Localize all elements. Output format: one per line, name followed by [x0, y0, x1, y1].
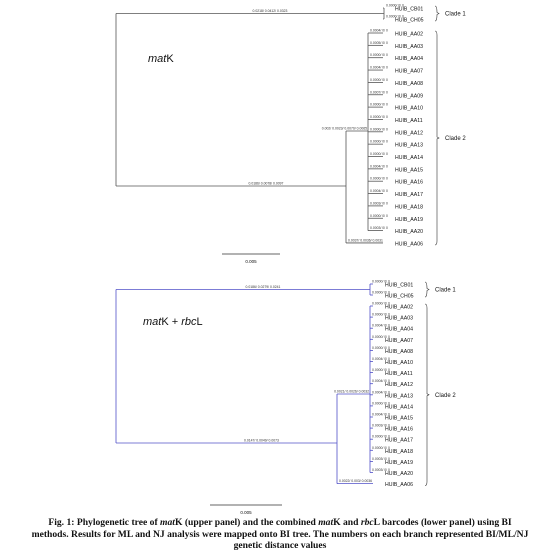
leaf-label: HUIB_AA15: [385, 415, 413, 422]
leaf-label: HUIB_AA11: [385, 371, 413, 378]
clade2-bracket: [425, 304, 429, 486]
upper-panel-title: matK: [148, 53, 174, 65]
leaf-value-label: 0.0000/ 0/ 0: [372, 290, 390, 295]
clade1-bracket: [435, 6, 439, 21]
leaf-value-label: 0.0004/ 0/ 0: [372, 379, 390, 384]
leaf-label: HUIB_AA08: [385, 348, 413, 355]
scale-bar-label: 0.005: [240, 510, 252, 515]
leaf-label: HUIB_AA07: [395, 68, 423, 75]
leaf-value-label: 0.0000/ 0/ 0: [372, 445, 390, 450]
clade2-branch-value: 0.0186/ 0.0078/ 0.0097: [248, 181, 284, 186]
leaf-label: HUIB_AA03: [395, 43, 423, 50]
leaf-label: HUIB_AA11: [395, 117, 423, 124]
leaf-value-label: 0.0003/ 0/ 0: [370, 226, 388, 231]
leaf-label: HUIB_AA06: [385, 482, 413, 489]
leaf-label: HUIB_AA19: [395, 216, 423, 223]
leaf-label: HUIB_CH05: [385, 293, 414, 300]
leaf-value-label: 0.0004/ 0/ 0: [372, 412, 390, 417]
leaf-label: HUIB_AA02: [385, 304, 413, 311]
leaf-value-label: 0.0000/ 0/ 0: [370, 176, 388, 181]
leaf-label: HUIB_AA07: [385, 337, 413, 344]
leaf-value-label: 0.0007/ 0/ 0: [370, 90, 388, 95]
leaf-value-label: 0.0003/ 0/ 0: [372, 423, 390, 428]
leaf-value-label: 0.0000/ 0/ 0: [372, 434, 390, 439]
leaf-value-label: 0.0000/ 0/ 0: [372, 368, 390, 373]
leaf-value-label: 0.0000/ 0/ 0: [372, 334, 390, 339]
leaf-value-label: 0.0000/ 0/ 0: [370, 127, 388, 132]
leaf-label: HUIB_AA15: [395, 167, 423, 174]
leaf-value-label: 0.0000/ 0/ 0: [370, 102, 388, 107]
leaf-value-label: 0.0000/ 0/ 0: [386, 3, 404, 8]
leaf-value-label: 0.0000/ 0/ 0: [386, 14, 404, 19]
clade2-inner-branch-value: 0.0021/ 0.0026/ 0.0032: [334, 389, 369, 394]
aa06-branch-value: 0.0037/ 0.0036/ 0.0031: [348, 238, 383, 243]
leaf-label: HUIB_AA02: [395, 31, 423, 38]
clade1-label: Clade 1: [445, 11, 466, 18]
clade1-branch-value: 0.0186/ 0.0279/ 0.0241: [245, 285, 281, 289]
leaf-label: HUIB_AA04: [395, 56, 423, 63]
clade2-label: Clade 2: [435, 392, 456, 399]
leaf-value-label: 0.0000/ 0/ 0: [370, 53, 388, 58]
leaf-value-label: 0.0003/ 0/ 0: [370, 201, 388, 206]
leaf-value-label: 0.0004/ 0/ 0: [370, 189, 388, 194]
leaf-label: HUIB_AA17: [385, 437, 413, 444]
leaf-label: HUIB_AA18: [395, 204, 423, 211]
leaf-label: HUIB_CH05: [395, 17, 424, 24]
clade2-branch-value: 0.0147/ 0.0049/ 0.0073: [244, 438, 279, 443]
clade2-inner-branch-value: 0.002/ 0.0023/ 0.0070/ 0.0065: [321, 126, 367, 131]
leaf-label: HUIB_CB01: [395, 6, 424, 13]
lower-panel-title: matK + rbcL: [143, 316, 203, 328]
leaf-label: HUIB_AA20: [385, 471, 413, 477]
aa06-branch-value: 0.0022/ 0.003/ 0.0036: [339, 479, 372, 484]
leaf-value-label: 0.0005/ 0/ 0: [370, 40, 388, 45]
leaf-value-label: 0.0004/ 0/ 0: [372, 357, 390, 361]
leaf-label: HUIB_AA12: [395, 130, 423, 137]
leaf-value-label: 0.0000/ 0/ 0: [370, 152, 388, 156]
leaf-value-label: 0.0004/ 0/ 0: [372, 323, 390, 328]
leaf-label: HUIB_AA04: [385, 326, 413, 333]
clade1-bracket: [425, 282, 429, 297]
leaf-label: HUIB_AA14: [385, 404, 413, 411]
leaf-value-label: 0.0004/ 0/ 0: [370, 28, 388, 33]
leaf-label: HUIB_AA12: [385, 382, 413, 389]
leaf-value-label: 0.0000/ 0/ 0: [372, 301, 390, 306]
upper-tree-matk: [116, 4, 466, 265]
leaf-label: HUIB_AA09: [395, 93, 423, 100]
leaf-label: HUIB_AA08: [395, 80, 423, 87]
leaf-label: HUIB_CB01: [385, 282, 414, 289]
leaf-label: HUIB_AA10: [395, 105, 423, 112]
leaf-value-label: 0.0000/ 0/ 0: [370, 139, 388, 144]
leaf-value-label: 0.0000/ 0/ 0: [372, 345, 390, 350]
leaf-value-label: 0.0004/ 0/ 0: [370, 164, 388, 169]
leaf-label: HUIB_AA18: [385, 448, 413, 455]
scale-bar-label: 0.005: [245, 259, 257, 264]
leaf-label: HUIB_AA16: [395, 179, 423, 186]
leaf-value-label: 0.0004/ 0/ 0: [370, 65, 388, 70]
clade2-bracket: [435, 31, 439, 245]
leaf-label: HUIB_AA19: [385, 459, 413, 466]
clade1-branch-value: 0.0218/ 0.0412/ 0.0323: [252, 9, 288, 13]
leaf-label: HUIB_AA14: [395, 155, 423, 161]
leaf-label: HUIB_AA10: [385, 360, 413, 366]
leaf-label: HUIB_AA03: [385, 315, 413, 322]
leaf-value-label: 0.0004/ 0/ 0: [372, 390, 390, 395]
leaf-value-label: 0.0003/ 0/ 0: [372, 456, 390, 461]
leaf-value-label: 0.0000/ 0/ 0: [372, 279, 390, 284]
leaf-label: HUIB_AA06: [395, 241, 423, 248]
leaf-label: HUIB_AA20: [395, 229, 423, 236]
lower-tree-matk-rbcl: [116, 280, 456, 516]
leaf-value-label: 0.0000/ 0/ 0: [370, 114, 388, 119]
clade2-label: Clade 2: [445, 135, 466, 142]
leaf-label: HUIB_AA13: [395, 142, 423, 149]
leaf-label: HUIB_AA16: [385, 426, 413, 433]
leaf-value-label: 0.0000/ 0/ 0: [370, 213, 388, 218]
figure-caption: Fig. 1: Phylogenetic tree of matK (upper panel) and the combined matK and rbcL barcodes (lower panel) using BI methods. Results for ML and NJ analysis were mapped onto BI tree. The numbers on each branch represented BI/ML/NJ genetic distance values: [31, 517, 529, 551]
leaf-value-label: 0.0000/ 0/ 0: [372, 401, 390, 406]
clade1-label: Clade 1: [435, 287, 456, 294]
leaf-label: HUIB_AA17: [395, 192, 423, 199]
leaf-label: HUIB_AA13: [385, 393, 413, 400]
leaf-value-label: 0.0003/ 0/ 0: [372, 468, 390, 472]
leaf-value-label: 0.0000/ 0/ 0: [372, 312, 390, 317]
leaf-value-label: 0.0000/ 0/ 0: [370, 77, 388, 82]
